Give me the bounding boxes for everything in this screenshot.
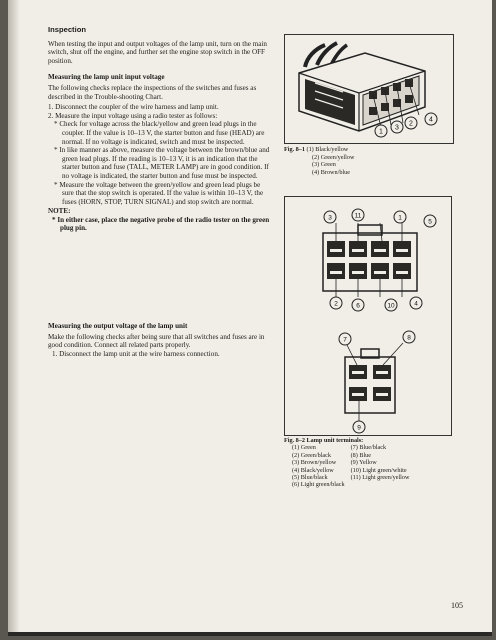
- output-section-heading: Measuring the output voltage of the lamp unit: [48, 322, 188, 330]
- check-black-yellow: * Check for voltage across the black/yellow and green lead plugs in the coupler. If the value is 10–13 V, the starter button and fuse (HEAD) are normal. If no voltage is indicated, switch and must be inspected.: [54, 120, 265, 146]
- callout-3: 3: [395, 124, 399, 132]
- inspection-heading: Inspection: [48, 25, 86, 34]
- terminal-11: (11) Light green/yellow: [350, 474, 410, 482]
- check-brown-blue: * In like manner as above, measure the voltage between the brown/blue and green lead plugs. If the reading is 10–13 V, it is an indication that the starter button and fuse (TALL, METER LAMP) are in good condition. If no voltage is indicated, the starter button and fuse must be inspected.: [54, 146, 270, 180]
- terminal-callout-3: 3: [328, 214, 332, 222]
- figure-coupler: [284, 34, 454, 144]
- note-heading: NOTE:: [48, 207, 71, 216]
- input-step-2: 2. Measure the input voltage using a radio tester as follows:: [48, 111, 218, 120]
- output-step-1: 1. Disconnect the lamp unit at the wire harness connection.: [52, 349, 220, 358]
- terminal-3: (3) Brown/yellow: [292, 459, 337, 467]
- terminal-callout-2: 2: [334, 300, 338, 308]
- coupler-drawing: [285, 35, 453, 143]
- figure1-caption: [284, 146, 464, 176]
- fig1-label: Fig. 8–1: [284, 146, 305, 153]
- terminal-10: (10) Light green/white: [350, 466, 407, 474]
- terminal-legend: [292, 444, 415, 488]
- input-checks: [48, 120, 270, 206]
- input-section-heading: Measuring the lamp unit input voltage: [48, 73, 165, 82]
- output-section-intro: Make the following checks after being sure that all switches and fuses are in good condition. Connect all related parts properly.: [48, 332, 265, 350]
- terminal-9: (9) Yellow: [350, 459, 377, 467]
- inspection-intro: When testing the input and output voltages of the lamp unit, turn on the main switch, shut off the engine, and further set the engine stop switch in the OFF position.: [48, 39, 267, 65]
- fig1-item-1: (1) Black/yellow: [306, 146, 349, 153]
- output-section: [48, 322, 270, 358]
- terminal-8: (8) Blue: [350, 451, 372, 459]
- terminal-callout-5: 5: [428, 218, 432, 226]
- callout-4: 4: [429, 116, 433, 124]
- terminal-callout-8: 8: [407, 334, 411, 342]
- terminal-2: (2) Green/black: [292, 451, 331, 459]
- callout-1: 1: [379, 128, 383, 136]
- figure2-caption: [284, 437, 484, 489]
- fig1-item-2: (2) Green/yellow: [312, 153, 355, 161]
- terminal-callout-1: 1: [398, 214, 402, 222]
- page-number: 105: [451, 601, 463, 610]
- terminal-callout-4: 4: [414, 300, 418, 308]
- terminal-4: (4) Black/yellow: [292, 466, 334, 474]
- terminal-callout-11: 11: [354, 212, 362, 220]
- page-edge: [8, 632, 492, 636]
- callout-2: 2: [409, 120, 413, 128]
- terminal-5: (5) Blue/black: [292, 474, 328, 482]
- terminals-drawing: [285, 197, 451, 435]
- terminal-callout-10: 10: [387, 302, 395, 310]
- manual-page: [8, 0, 492, 636]
- check-green-yellow: * Measure the voltage between the green/yellow and green lead plugs be sure that the stop switch is operated. If the value is within 10–13 V, the fuses (HORN, STOP, TURN SIGNAL) and stop switch are normal.: [54, 180, 264, 206]
- input-step-1: 1. Disconnect the coupler of the wire harness and lamp unit.: [48, 103, 219, 112]
- fig1-item-4: (4) Brown/blue: [312, 168, 350, 176]
- terminal-callout-6: 6: [356, 302, 360, 310]
- terminal-7: (7) Blue/black: [350, 444, 387, 452]
- terminal-1: (1) Green: [292, 444, 316, 452]
- left-column: [48, 26, 270, 233]
- terminal-callout-7: 7: [343, 336, 347, 344]
- input-steps: [48, 103, 270, 120]
- terminal-callout-9: 9: [357, 424, 361, 432]
- fig1-item-3: (3) Green: [312, 161, 336, 169]
- figure-lamp-terminals: [284, 196, 452, 436]
- input-section-intro: The following checks replace the inspections of the switches and fuses as described in the Trouble-shooting Chart.: [48, 83, 257, 101]
- terminal-6: (6) Light green/black: [292, 481, 345, 489]
- note-text: * In either case, place the negative probe of the radio tester on the green plug pin.: [52, 215, 270, 233]
- fig2-caption-title: Fig. 8–2 Lamp unit terminals:: [284, 437, 364, 444]
- binding-gutter: [8, 0, 20, 636]
